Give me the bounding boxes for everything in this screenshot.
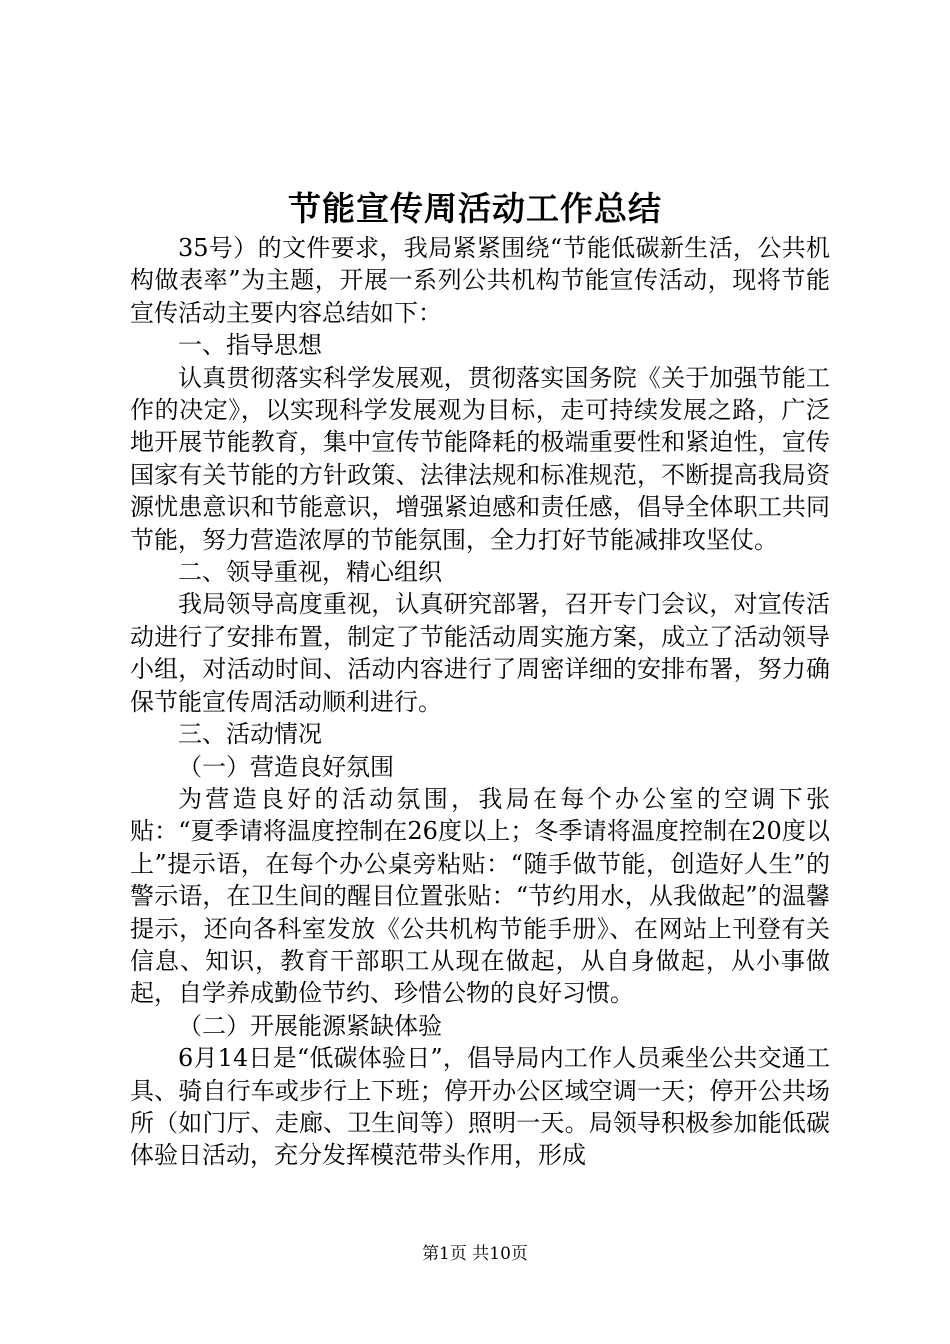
paragraph-leadership: 我局领导高度重视，认真研究部署，召开专门会议，对宣传活动进行了安排布置，制定了节能活动周实施方案，成立了活动领导小组，对活动时间、活动内容进行了周密详细的安排布署，努力确保节能宣传周活动顺利进行。 [130, 590, 830, 716]
paragraph-intro: 35号）的文件要求，我局紧紧围绕“节能低碳新生活，公共机构做表率”为主题，开展一系列公共机构节能宣传活动，现将节能宣传活动主要内容总结如下： [130, 234, 830, 327]
paragraph-atmosphere: 为营造良好的活动氛围，我局在每个办公室的空调下张贴：“夏季请将温度控制在26度以上；冬季请将温度控制在20度以上”提示语，在每个办公桌旁粘贴：“随手做节能，创造好人生”的警示语，在卫生间的醒目位置张贴：“节约用水，从我做起”的温馨提示，还向各科室发放《公共机构节能手册》、在网站上刊登有关信息、知识，教育干部职工从现在做起，从自身做起，从小事做起，自学养成勤俭节约、珍惜公物的良好习惯。 [130, 784, 830, 1008]
section-heading-3: 三、活动情况 [178, 720, 322, 749]
subsection-heading-1: （一）营造良好氛围 [178, 752, 394, 781]
section-heading-1: 一、指导思想 [178, 331, 322, 360]
document-title: 节能宣传周活动工作总结 [288, 189, 662, 228]
section-heading-2: 二、领导重视，精心组织 [178, 558, 442, 587]
document-body [130, 232, 830, 1172]
paragraph-guiding-ideology: 认真贯彻落实科学发展观，贯彻落实国务院《关于加强节能工作的决定》，以实现科学发展观为目标，走可持续发展之路，广泛地开展节能教育，集中宣传节能降耗的极端重要性和紧迫性，宣传国家有关节能的方针政策、法律法规和标准规范，不断提高我局资源忧患意识和节能意识，增强紧迫感和责任感，倡导全体职工共同节能，努力营造浓厚的节能氛围，全力打好节能减排攻坚仗。 [130, 363, 830, 554]
paragraph-low-carbon-day: 6月14日是“低碳体验日”，倡导局内工作人员乘坐公共交通工具、骑自行车或步行上下班；停开办公区域空调一天；停开公共场所（如门厅、走廊、卫生间等）照明一天。局领导积极参加能低碳体验日活动，充分发挥模范带头作用，形成 [130, 1044, 830, 1170]
page-footer: 第1页 共10页 [422, 1244, 528, 1264]
subsection-heading-2: （二）开展能源紧缺体验 [178, 1011, 442, 1040]
